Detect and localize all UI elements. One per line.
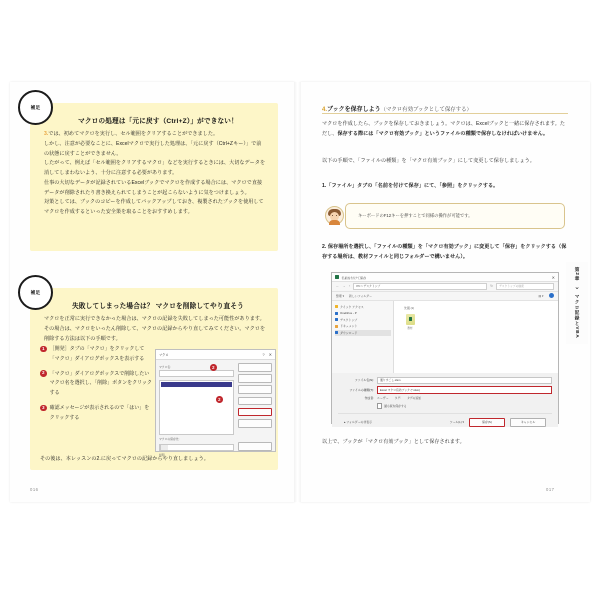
tip-title-2: 失敗してしまった場合は？ マクロを削除してやり直そう <box>72 303 244 310</box>
breadcrumb[interactable]: PC > デスクトップ <box>353 283 487 290</box>
callout-select-macro: 2 <box>210 364 217 371</box>
heading-number: 4. <box>322 107 328 113</box>
tip-bubble <box>345 203 565 229</box>
tools-button[interactable]: ツール(L) ▾ <box>449 420 464 425</box>
cancel-button[interactable]: キャンセル <box>510 418 546 427</box>
list-item <box>40 404 152 424</box>
search-input[interactable]: デスクトップの検索 <box>496 283 554 290</box>
star-icon <box>335 305 338 308</box>
up-icon[interactable]: ↑ <box>348 284 351 289</box>
intro-text-1: マクロを作成したら、ブックを保存しておきましょう。マクロは、Excelブックと一緒に保存されます。ただし、 <box>322 121 566 137</box>
step-1-text: 1.「ファイル」タブの「名前を付けて保存」にて、「参照」をクリックする。 <box>322 183 499 189</box>
chapter-number: 第2章 <box>575 267 580 282</box>
macro-scope-select[interactable] <box>159 444 234 452</box>
page-title <box>322 104 568 113</box>
intro-text-bold: 保存する際には「マクロ有効ブック」というファイルの種類で保存しなければいけません。 <box>337 130 549 137</box>
heading-sub: （マクロ有効ブックとして保存する） <box>380 107 472 113</box>
delete-button[interactable] <box>238 408 272 417</box>
macro-delete-steps <box>40 345 152 428</box>
sidebar-item-label: ドキュメント <box>340 324 358 329</box>
filename-label: ファイル名(N): <box>354 378 374 383</box>
avatar <box>325 206 344 225</box>
author-value[interactable]: ユーザー <box>377 396 389 401</box>
cancel-button[interactable] <box>238 442 272 451</box>
excel-icon <box>335 275 339 279</box>
macro-list[interactable] <box>159 380 234 435</box>
help-icon[interactable] <box>549 293 555 299</box>
macro-name-input[interactable] <box>159 370 234 377</box>
thumbnail-checkbox[interactable] <box>377 403 552 408</box>
tip-bubble-text: キーボードのF12キーを押すことで同様の操作が可能です。 <box>358 212 473 218</box>
save-dialog-title: 名前を付けて保存 <box>341 275 367 280</box>
step-number: 3 <box>40 405 47 412</box>
tip-para-5: 対策としては、ブックのコピーを作成してバックアップしておき、複製されたブックを使用してマクロを作成するといった安全策を取ることをおすすめします。 <box>44 199 264 216</box>
options-button[interactable] <box>238 419 272 428</box>
refresh-icon[interactable]: ↻ <box>490 284 493 289</box>
chevron-down-icon[interactable] <box>160 445 168 451</box>
macro-scope-label: マクロの保存先: <box>159 436 180 441</box>
tag-label: タグ: <box>394 396 401 401</box>
step-2-text: 2. 保存場所を選択し、「ファイルの種類」を「マクロ有効ブック」に変更して「保存」をクリックする（保存する場所は、教材ファイルと同じフォルダーで構いません）。 <box>322 244 567 260</box>
forward-icon[interactable]: → <box>342 284 346 289</box>
chevron-down-icon: ⌄ <box>574 284 580 292</box>
excel-file-icon <box>406 314 415 325</box>
save-dialog-filelist[interactable] <box>394 301 558 373</box>
file-name-label: 教材 <box>407 327 413 330</box>
macro-dialog-left <box>156 360 237 457</box>
tip-badge: 補足 <box>18 90 53 125</box>
stepin-button[interactable] <box>238 374 272 383</box>
run-button[interactable] <box>238 363 272 372</box>
filetype-label: ファイルの種類(T): <box>349 388 374 393</box>
step-text: 「マクロ」ダイアログボックスで削除したいマクロ名を選択し、「削除」ボタンをクリックする <box>49 370 152 396</box>
closing-text: 以上で、ブックが「マクロ有効ブック」として保存されます。 <box>322 439 465 445</box>
list-item <box>40 370 152 399</box>
macro-dialog-titlebar <box>156 350 275 360</box>
step-text: 確認メッセージが表示されるので「はい」をクリックする <box>49 404 150 421</box>
macro-dialog-body <box>156 360 275 457</box>
tip-box-undo <box>30 103 278 251</box>
macro-dialog-buttons <box>237 360 275 454</box>
sidebar-item-downloads[interactable] <box>335 330 391 337</box>
organize-button[interactable]: 整理 ▾ <box>336 293 345 298</box>
folio-right: 017 <box>546 487 555 492</box>
file-group-header: 先週 (1) <box>404 305 415 310</box>
save-dialog-toolbar <box>332 292 558 301</box>
save-dialog-screenshot <box>331 272 559 424</box>
list-item <box>40 345 152 365</box>
cloud-icon <box>335 312 338 315</box>
desktop-icon <box>335 318 338 321</box>
sidebar-item-label: OneDrive - P <box>340 311 357 316</box>
tip-body <box>30 130 278 218</box>
save-dialog-sidebar <box>332 301 394 373</box>
sidebar-item-label: デスクトップ <box>340 317 358 322</box>
close-icon[interactable]: ✕ <box>268 352 272 357</box>
tip-para-2: しかし、注意が必要なことに、Excelマクロで実行した処理は、「元に戻す（Ctrl+Zキー）」で前の状態に戻すことができません。 <box>44 140 262 157</box>
sidebar-item-label: クイック アクセス <box>340 304 364 309</box>
save-dialog-main <box>332 301 558 373</box>
sidebar-item-label: ダウンロード <box>340 330 358 335</box>
close-icon[interactable]: ✕ <box>551 274 555 280</box>
tip2-closing: その後は、本レッスンの2.に戻ってマクロの記録からやり直しましょう。 <box>40 456 209 462</box>
callout-delete-button: 2 <box>216 396 223 403</box>
folder-toggle[interactable]: ▴ フォルダーの非表示 <box>344 420 373 425</box>
lead-number: 3. <box>44 131 49 137</box>
checkbox-icon[interactable] <box>377 403 382 408</box>
download-icon <box>335 331 338 334</box>
tip-body-2 <box>30 315 278 344</box>
macro-dialog-title: マクロ <box>159 353 169 357</box>
save-dialog-navbar <box>332 282 558 292</box>
chapter-title: マクロ記録とVBA <box>575 294 580 339</box>
filetype-select[interactable]: Excel マクロ有効ブック (*.xlsm) <box>377 386 552 393</box>
author-row <box>338 396 552 400</box>
intro-paragraph <box>322 120 568 140</box>
macro-list-selected-row[interactable] <box>161 382 232 388</box>
create-button[interactable] <box>238 397 272 406</box>
folder-icon <box>335 325 338 328</box>
tip-para-3: したがって、例えば「セル範囲をクリアするマクロ」などを実行するときには、大切なデータを消してしまわないよう、十分に注意する必要があります。 <box>44 160 266 177</box>
save-dialog-titlebar <box>332 273 558 282</box>
help-icon[interactable]: ? <box>262 352 265 357</box>
folio-left: 016 <box>30 487 39 492</box>
view-icon[interactable]: ▤ ▾ <box>538 293 544 298</box>
save-dialog-footer <box>338 413 552 427</box>
step-number: 1 <box>40 346 47 353</box>
filename-row <box>338 377 552 384</box>
edit-button[interactable] <box>238 385 272 394</box>
intro-paragraph-2: 以下の手順で、「ファイルの種類」を「マクロ有効ブック」にして変更して保存しましょう。 <box>322 158 535 164</box>
new-folder-button[interactable]: 新しいフォルダー <box>349 293 372 298</box>
save-button[interactable]: 保存(S) <box>469 418 505 427</box>
macro-name-label: マクロ名: <box>159 365 171 369</box>
macro-description-label: 説明 <box>159 453 165 457</box>
tag-value[interactable]: タグの追加 <box>406 396 421 401</box>
avatar-body <box>329 220 340 225</box>
step-number: 2 <box>40 370 47 377</box>
thumbnail-checkbox-label: 縮小版を保存する <box>384 404 407 409</box>
page-gutter <box>294 82 301 502</box>
filetype-row <box>338 386 552 393</box>
back-icon[interactable]: ← <box>336 284 340 289</box>
filename-input[interactable]: 通りすごし.xlsm <box>377 377 552 384</box>
tip-title: マクロの処理は「元に戻す（Ctrl+Z）」ができない！ <box>78 118 238 125</box>
save-dialog-form <box>332 373 558 427</box>
heading-rule <box>322 113 568 114</box>
step-text: ［開発］タブの「マクロ」をクリックして「マクロ」ダイアログボックスを表示する <box>49 346 145 362</box>
tip-para-1: では、初めてマクロを実行し、セル範囲をクリアすることができました。 <box>48 131 219 137</box>
author-label: 作成者: <box>364 396 374 401</box>
heading-main: ブックを保存しよう <box>327 107 381 113</box>
list-item[interactable] <box>404 314 416 331</box>
chapter-side-tab <box>566 262 588 344</box>
tip-para-4: 仕事の大切なデータが記録されているExcelブックでマクロを作成する場合には、マクロで直接データが削除されたり書き換えられてしまうことが起こらないように気をつけましょう。 <box>44 179 263 196</box>
tip-badge-2: 補足 <box>18 275 53 310</box>
tip2-para-1: マクロを正常に実行できなかった場合は、マクロの記録を失敗してしまった可能性があります。その場合は、マクロをいったん削除して、マクロの記録からやり直してみてください。マクロを削除する方法は以下の手順です。 <box>44 316 266 342</box>
